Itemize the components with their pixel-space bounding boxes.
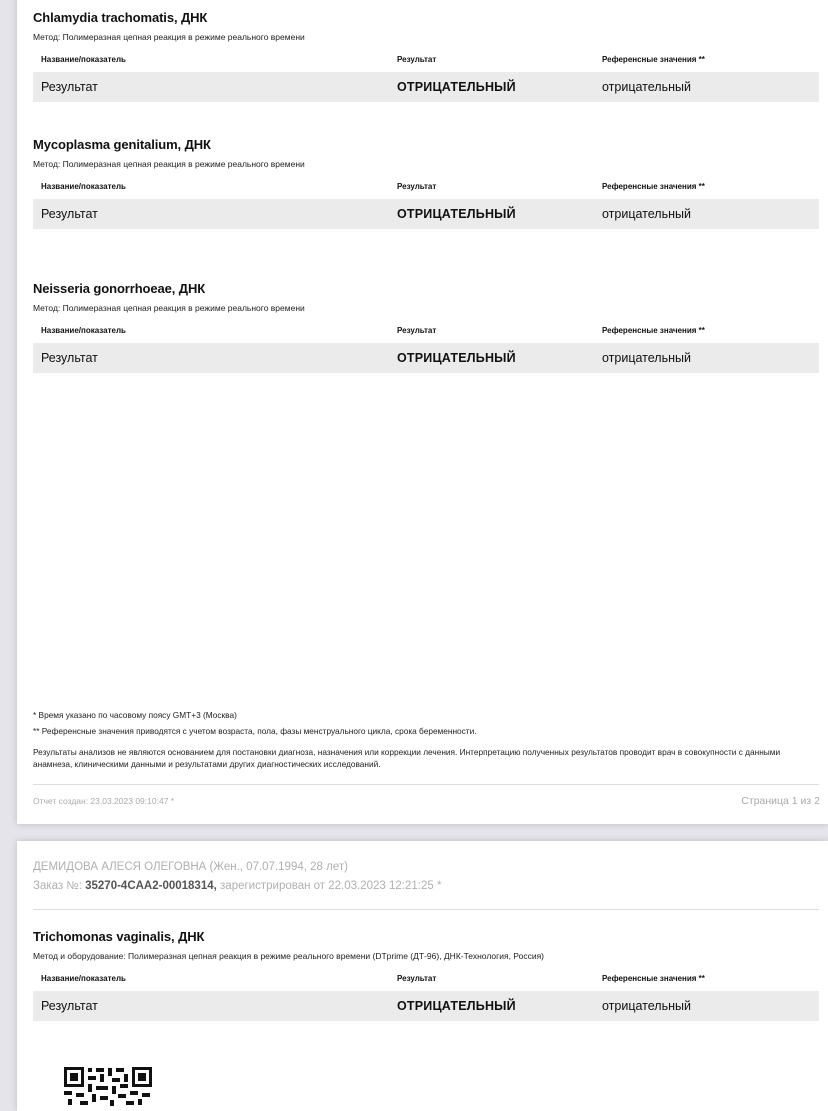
qr-code-icon [63, 1066, 153, 1106]
reference-note: ** Референсные значения приводятся с учетом возраста, пола, фазы менструального цикла, срока беременности. [33, 726, 477, 736]
row-name: Результат [41, 351, 98, 365]
row-result: ОТРИЦАТЕЛЬНЫЙ [397, 999, 516, 1013]
test-section-chlamydia [33, 10, 819, 102]
header-name: Название/показатель [41, 182, 126, 191]
test-method: Метод: Полимеразная цепная реакция в режиме реального времени [33, 32, 305, 42]
header-result: Результат [397, 55, 437, 64]
row-result: ОТРИЦАТЕЛЬНЫЙ [397, 207, 516, 221]
row-name: Результат [41, 999, 98, 1013]
results-table-header [33, 974, 819, 988]
patient-info: ДЕМИДОВА АЛЕСЯ ОЛЕГОВНА (Жен., 07.07.1994, 28 лет) [33, 861, 348, 873]
report-page-1 [17, 0, 828, 824]
test-title: Trichomonas vaginalis, ДНК [33, 929, 205, 944]
row-reference: отрицательный [602, 80, 691, 94]
row-reference: отрицательный [602, 207, 691, 221]
results-table-header [33, 326, 819, 340]
table-row [33, 199, 819, 229]
test-method: Метод: Полимеразная цепная реакция в режиме реального времени [33, 303, 305, 313]
test-title: Mycoplasma genitalium, ДНК [33, 137, 211, 152]
report-created: Отчет создан: 23.03.2023 09:10:47 * [33, 796, 175, 806]
test-section-trichomonas [33, 929, 819, 1021]
header-name: Название/показатель [41, 974, 126, 983]
header-divider [33, 909, 819, 910]
header-result: Результат [397, 974, 437, 983]
header-result: Результат [397, 182, 437, 191]
test-section-neisseria [33, 281, 819, 373]
order-label: Заказ №: [33, 880, 82, 892]
header-reference: Референсные значения ** [602, 326, 705, 335]
header-reference: Референсные значения ** [602, 182, 705, 191]
results-table-header [33, 182, 819, 196]
table-row [33, 343, 819, 373]
order-number: 35270-4CAA2-00018314, [85, 880, 217, 892]
disclaimer: Результаты анализов не являются основанием для постановки диагноза, назначения или коррекции лечения. Интерпретацию полученных результатов проводит врач в совокупности с данными анамнеза, клиническими данными и результатами других диагностических исследований. [33, 747, 781, 769]
patient-header [33, 858, 441, 896]
test-title: Neisseria gonorrhoeae, ДНК [33, 281, 206, 296]
header-result: Результат [397, 326, 437, 335]
header-name: Название/показатель [41, 55, 126, 64]
test-method: Метод: Полимеразная цепная реакция в режиме реального времени [33, 159, 305, 169]
report-page-2 [17, 841, 828, 1111]
report-notes [33, 710, 819, 770]
test-method: Метод и оборудование: Полимеразная цепная реакция в режиме реального времени (DTprime (ДТ-96), ДНК-Технология, Россия) [33, 951, 544, 961]
footer-divider [33, 784, 819, 785]
row-name: Результат [41, 80, 98, 94]
table-row [33, 72, 819, 102]
timezone-note: * Время указано по часовому поясу GMT+3 (Москва) [33, 710, 237, 720]
row-reference: отрицательный [602, 999, 691, 1013]
test-section-mycoplasma [33, 137, 819, 229]
test-title: Chlamydia trachomatis, ДНК [33, 10, 208, 25]
header-name: Название/показатель [41, 326, 126, 335]
header-reference: Референсные значения ** [602, 974, 705, 983]
results-table-header [33, 55, 819, 69]
row-result: ОТРИЦАТЕЛЬНЫЙ [397, 80, 516, 94]
header-reference: Референсные значения ** [602, 55, 705, 64]
order-info [33, 877, 441, 896]
page-number: Страница 1 из 2 [741, 795, 820, 807]
order-registered: зарегистрирован от 22.03.2023 12:21:25 * [220, 880, 442, 892]
row-name: Результат [41, 207, 98, 221]
table-row [33, 991, 819, 1021]
row-reference: отрицательный [602, 351, 691, 365]
row-result: ОТРИЦАТЕЛЬНЫЙ [397, 351, 516, 365]
